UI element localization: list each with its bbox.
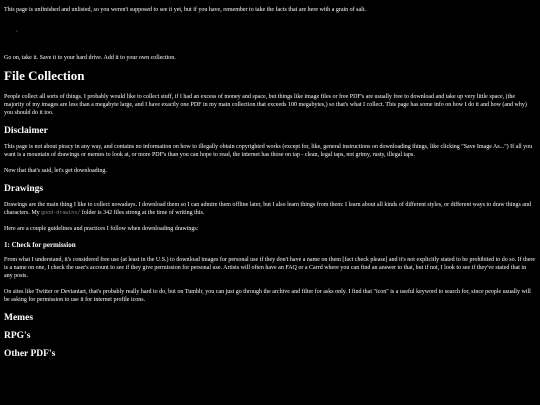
page-content [4,6,536,366]
folder-name: good-drawins/ [41,210,81,216]
drawings-paragraph [4,201,536,217]
disclaimer-heading: Disclaimer [4,126,48,136]
page-title: File Collection [4,68,85,83]
disclaimer-followup: Now that that's said, let's get downloading. [4,168,107,174]
unfinished-notice: This page is unfinished and unlisted, so you weren't supposed to see it yet, but if you have, remember to take the facts that are here with a grain of salt. [4,7,366,13]
drawings-heading: Drawings [4,184,44,194]
bullet-mark: · [16,29,18,35]
permission-subheading: 1: Check for permission [4,241,76,249]
guidelines-intro: Here are a couple guidelines and practices I follow when downloading drawings: [4,226,199,232]
intro-paragraph: People collect all sorts of things. I probably would like to collect stuff, if I had an excess of money and space, but things like image files or free PDF's are usually free to download and take up very little space, (the majority of my images are less than a megabyte large, and I have exactly one PDF in my main collection that exceeds 100 megabytes,) so that's what I collect. This page has some info on how I do it and how (and why) you should do it too. [4,94,527,116]
pdfs-heading: Other PDF's [4,349,56,359]
tagline: Go on, take it. Save it to your hard drive. Add it to your own collection. [4,55,176,61]
drawings-text-before: Drawings are the main thing I like to collect nowadays. I download them so I can admire them offline later, but I also learn things from them: I learn about all kinds of different styles, or different ways to draw things and characters. My [4,202,531,216]
drawings-text-after: folder is 342 files strong at the time of writing this. [80,210,205,216]
memes-heading: Memes [4,313,34,323]
permission-paragraph: From what I understand, it's considered free use (at least in the U.S.) to download images for personal use if they don't have a name on them [fact check please] and it's not explicitly stated to be prohibited to do so. If there is a name on one, I check the user's account to see if they give permission for personal use. Artists will often have an FAQ or a Carrd where you can find an answer to that, but if not, I look to see if they've stated that in any posts. [4,257,536,279]
rpgs-heading: RPG's [4,331,31,341]
disclaimer-paragraph: This page is not about piracy in any way, and contains no information on how to illegally obtain copyrighted works (except for, like, general instructions on downloading things, like clicking "Save Image As...") If all you want is a mountain of drawings or memes to look at, or more PDF's than you can hope to read, the internet has those on tap - clean, legal taps, not grimy, rusty, illegal taps. [4,144,533,158]
sites-paragraph: On sites like Twitter or Deviantart, that's probably really hard to do, but on Tumblr, you can just go through the archive and filter for asks only. I find that "icon" is a useful keyword to search for, since people usually will be asking for permission to use it for internet profile icons. [4,289,531,303]
